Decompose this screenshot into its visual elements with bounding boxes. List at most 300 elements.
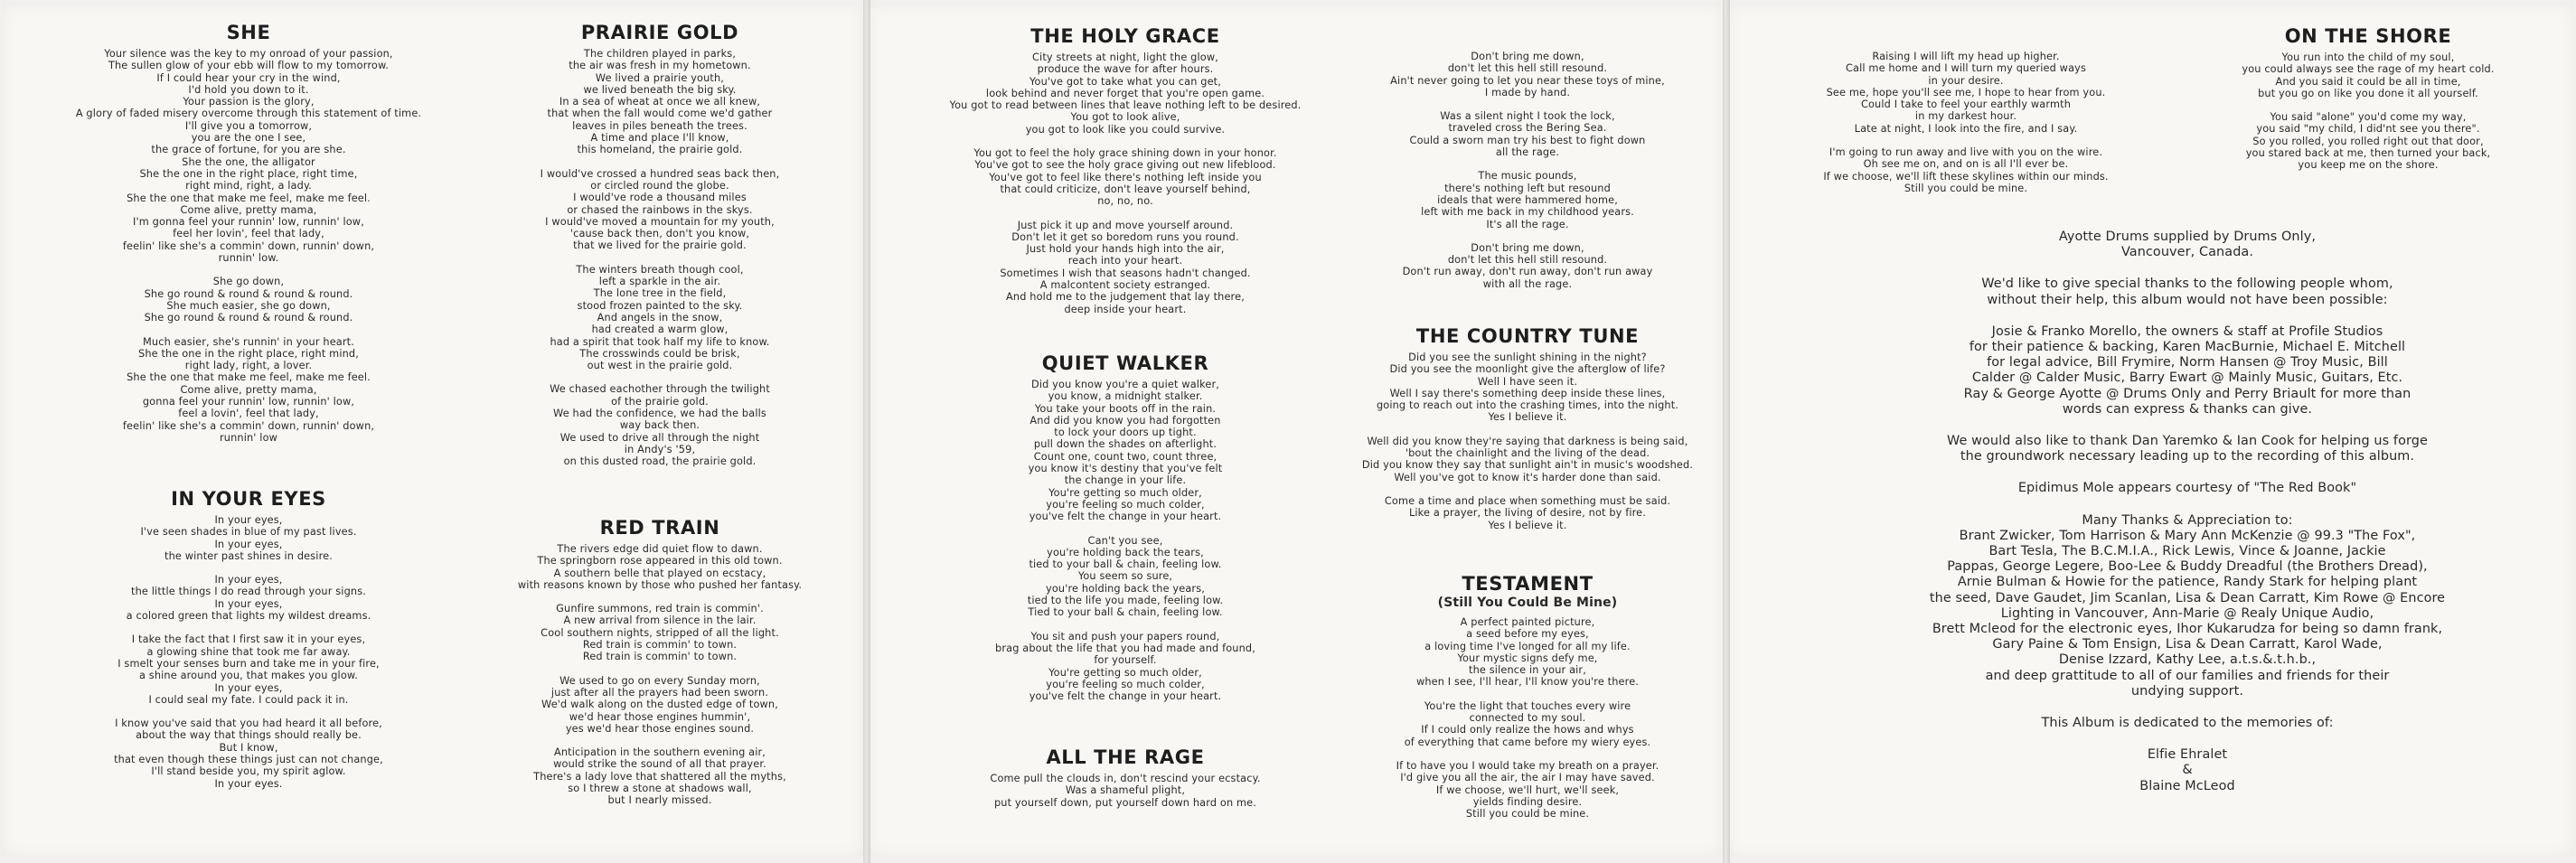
song-title: QUIET WALKER [1041,352,1209,374]
credits-line: undying support. [2130,683,2244,699]
lyric-line: the grace of fortune, for you are she. [151,144,346,156]
credits-line: This Album is dedicated to the memories of: [2041,716,2334,731]
lyric-line: feel her lovin', feel that lady, [173,228,324,240]
lyric-line: had a spirit that took half my life to know. [550,335,770,348]
lyric-line: don't let this hell still resound. [1447,254,1608,267]
lyric-line: Red train is commin' to town. [582,651,738,663]
lyric-stanza [461,168,859,252]
lyric-line: The rivers edge did quiet flow to dawn. [557,543,763,555]
lyric-line: feel a lovin', feel that lady, [178,408,319,420]
lyric-line: She go round & round & round & round. [144,287,353,300]
lyric-line: Well I say there's something deep inside these lines, [1389,387,1666,399]
lyric-line: with all the rage. [1482,277,1573,290]
lyric-line: Come alive, pretty mama, [180,203,317,216]
lyric-line: all the rage. [1495,146,1560,159]
lyric-line: but you go on like you done it all yourself. [2258,87,2478,99]
lyric-line: about the way that things should really be. [136,729,362,742]
lyric-line: Don't bring me down, [1471,241,1584,254]
lyric-line: And you said it could be all in time, [2275,75,2461,88]
lyric-line: you could always see the rage of my heart cold. [2242,63,2495,76]
lyric-line: The sullen glow of your ebb will flow to my tomorrow. [108,60,390,72]
credits-paragraph [1844,434,2531,464]
lyric-line: And hold me to the judgement that lay there, [1006,291,1245,304]
credits-line: Pappas, George Legere, Boo-Lee & Buddy Dreadful (the Brothers Dread), [1947,559,2428,575]
lyric-line: you are the one I see, [191,132,306,145]
lyric-line: You run into the child of my soul, [2281,52,2455,63]
lyric-line: to lock your doors up tight. [1054,427,1197,439]
lyric-line: gonna feel your runnin' low, runnin' low, [142,396,355,408]
lyric-line: The music pounds, [1478,170,1577,183]
song-the-country-tune [1329,325,1726,543]
lyric-line: A perfect painted picture, [1460,616,1595,628]
lyric-line: In your eyes, [214,538,283,550]
lyric-line: left with me back in my childhood years. [1421,206,1634,219]
lyric-line: a seed before my eyes, [1466,628,1589,641]
lyric-line: tied to your ball & chain, feeling low. [1029,558,1222,571]
credits-line: Epidimus Mole appears courtesy of "The Red Book" [2017,481,2357,496]
lyric-line: Could I take to feel your earthly warmth [1860,98,2072,111]
lyric-line: She the one in the right place, right time, [139,167,358,180]
lyric-line: yes we'd hear those engines sound. [565,722,755,735]
credits-line: Blaine McLeod [2139,778,2235,793]
lyric-stanza [1329,616,1726,689]
credits-line: Ayotte Drums supplied by Drums Only, [2058,230,2317,244]
lyric-line: way back then. [619,419,700,432]
lyric-line: If we choose, we'll lift these skylines within our minds. [1823,170,2109,183]
lyric-stanza [36,574,461,622]
lyric-line: Was a shameful plight, [1065,784,1186,797]
lyric-line: Your mystic signs defy me, [1457,652,1598,664]
lyric-stanza [36,336,461,445]
lyric-line: You sit and push your papers round, [1030,630,1220,643]
song-subtitle: (Still You Could Be Mine) [1437,596,1618,610]
lyric-stanza [1329,436,1726,483]
lyric-line: this homeland, the prairie gold. [577,144,743,156]
credits-line: We would also like to thank Dan Yaremko & Ian Cook for helping us forge [1947,434,2428,449]
song-title: ALL THE RAGE [1046,746,1205,768]
lyric-line: But I know, [219,741,278,754]
panel-fold [863,0,870,863]
lyric-line: Don't run away, don't run away, don't run away [1402,266,1653,278]
lyric-line: yields finding desire. [1472,795,1583,808]
lyric-line: that even though these things just can not change, [114,754,383,766]
lyric-line: but I nearly missed. [607,794,712,807]
lyric-line: Come a time and place when something must be said. [1384,494,1671,507]
lyric-line: Don't let it get so boredom runs you round. [1011,230,1239,243]
lyric-line: The winters breath though cool, [576,263,744,276]
song-the-holy-grace [904,25,1347,327]
lyric-line: A southern belle that played on ecstacy, [553,567,766,579]
lyric-line: the winter past shines in desire. [165,549,333,562]
lyric-line: you're feeling so much colder, [1046,498,1205,511]
lyric-line: that could criticize, don't leave yourself behind, [1000,183,1251,195]
lyric-line: I'd hold you down to it. [188,83,309,96]
lyric-line: that when the fall would come we'd gather [547,108,773,120]
lyric-line: ideals that were hammered home, [1437,193,1618,206]
credits-paragraph [1844,481,2531,496]
lyric-line: Much easier, she's runnin' in your heart. [143,335,354,348]
lyric-line: stood frozen painted to the sky. [577,299,743,312]
credits-line: Many Thanks & Appreciation to: [2082,512,2293,528]
lyric-line: Your silence was the key to my onroad of your passion, [104,48,393,60]
credits-line: Denise Izzard, Kathy Lee, a.t.s.&.t.h.b., [2058,652,2317,668]
lyric-line: Call me home and I will turn my queried ways [1845,62,2087,75]
lyric-line: I've seen shades in blue of my past lives. [140,526,357,539]
lyric-line: We used to drive all through the night [559,431,760,444]
credits-paragraph [1844,716,2531,731]
lyric-stanza [1772,146,2160,194]
lyric-line: you're holding back the years, [1046,582,1205,595]
song-title: IN YOUR EYES [171,488,326,510]
lyric-line: pull down the shades on afterlight. [1033,438,1217,451]
lyric-line: on this dusted road, the prairie gold. [563,455,757,468]
lyric-line: I smelt your senses burn and take me in your fire, [118,657,380,670]
song-in-your-eyes [36,488,461,802]
lyric-line: She the one that make me feel, make me feel. [127,192,371,204]
lyric-line: a shine around you, that makes you glow. [138,670,359,682]
lyric-line: The lone tree in the field, [593,287,727,300]
lyric-stanza [461,48,859,156]
lyric-stanza [904,631,1347,703]
lyric-stanza [904,220,1347,315]
lyric-line: Cool southern nights, stripped of all the light. [541,626,779,639]
lyric-line: connected to my soul. [1469,712,1586,725]
lyric-line: in Andy's '59, [624,443,696,455]
lyric-line: If I could only realize the hows and whys [1421,724,1634,736]
lyric-line: I'd give you all the air, the air I may have saved. [1400,772,1655,784]
lyric-line: And did you know you had forgotten [1029,414,1221,427]
lyric-line: Come alive, pretty mama, [180,383,317,396]
lyric-line: In your eyes, [214,514,283,526]
song-on-the-shore [2169,25,2567,183]
song-title: THE HOLY GRACE [1030,25,1220,47]
lyric-stanza [461,675,859,735]
credits-line: & [2182,763,2193,778]
lyric-line: I take the fact that I first saw it in your eyes, [131,633,366,646]
lyric-line: You're getting so much older, [1048,486,1202,499]
song-title: PRAIRIE GOLD [580,22,739,43]
lyric-line: runnin' low [219,431,278,444]
lyric-line: so I threw a stone at shadows wall, [568,783,752,795]
lyric-line: The children played in parks, [583,48,737,60]
lyric-stanza [904,379,1347,523]
credits-paragraph [1844,277,2531,307]
credits-line: Calder @ Calder Music, Barry Ewart @ Mainly Music, Guitars, Etc. [1971,371,2403,386]
lyric-line: Well you've got to know it's harder done than said. [1394,471,1661,483]
lyric-line: I'll stand beside you, my spirit aglow. [151,765,346,778]
lyric-line: Still you could be mine. [1904,182,2028,194]
lyric-line: You got to look alive, [1070,111,1180,124]
lyric-stanza [461,383,859,467]
lyric-line: If I could hear your cry in the wind, [156,71,341,84]
lyric-line: Red train is commin' to town. [582,639,738,652]
credits-line: Vancouver, Canada. [2120,245,2254,260]
lyric-stanza [1329,170,1726,230]
credits-line: Bart Tesla, The B.C.M.I.A., Rick Lewis, Vince & Joanne, Jackie [1988,544,2386,559]
credits-line: Gary Paine & Tom Ensign, Lisa & Dean Carratt, Karol Wade, [1992,637,2383,652]
credits-line: without their help, this album would not have been possible: [1987,292,2388,307]
lyric-line: had created a warm glow, [591,324,729,336]
credits-line: Brant Zwicker, Tom Harrison & Mary Ann McKenzie @ 99.3 "The Fox", [1959,528,2416,543]
lyric-line: Did you see the sunlight shining in the night? [1408,352,1647,363]
lyric-line: I'm gonna feel your runnin' low, runnin' low, [133,216,364,229]
lyric-line: in my darkest hour. [1914,110,2017,123]
lyric-line: the air was fresh in my hometown. [569,60,751,72]
lyric-line: We lived a prairie youth, [595,71,725,84]
lyric-line: Did you know you're a quiet walker, [1030,379,1220,390]
lyric-line: You've got to feel like there's nothing left inside you [989,171,1262,183]
lyric-line: Could a sworn man try his best to fight down [1409,134,1646,146]
lyric-line: a loving time I've longed for all my life. [1424,640,1631,652]
lyric-line: You've got to take what you can get, [1029,75,1221,88]
lyric-line: we lived beneath the big sky. [583,83,737,96]
lyric-line: the change in your life. [1064,474,1187,487]
lyric-line: Oh see me on, and on is all I'll ever be. [1863,158,2069,171]
lyric-line: 'bout the chainlight and the living of the dead. [1405,447,1650,460]
lyric-line: A time and place I'll know, [590,132,729,145]
lyric-line: Gunfire summons, red train is commin'. [556,603,764,615]
lyric-line: She the one, the alligator [182,155,315,168]
lyric-line: You got to read between lines that leave nothing left to be desired. [949,99,1302,112]
credits-line: for legal advice, Bill Frymire, Norm Hansen @ Troy Music, Bill [1987,355,2388,371]
lyric-line: Did you see the moonlight give the afterglow of life? [1389,363,1666,376]
lyric-line: You got to feel the holy grace shining down in your honor. [973,147,1277,160]
lyric-line: City streets at night, light the glow, [1032,52,1218,63]
lyric-stanza [461,264,859,372]
lyric-line: traveled cross the Bering Sea. [1448,122,1607,135]
lyric-line: Raising I will lift my head up higher. [1872,51,2060,62]
lyric-line: or circled round the globe. [590,179,729,192]
lyric-line: of everything that came before my wiery eyes. [1404,736,1651,748]
lyric-line: Don't bring me down, [1471,51,1584,62]
lyric-line: Just hold your hands high into the air, [1026,243,1225,256]
lyric-line: brag about the life that you had made and found, [995,642,1255,654]
lyric-line: produce the wave for after hours. [1037,63,1214,76]
lyric-line: Well I have seen it. [1477,375,1578,388]
lyric-line: I could seal my fate. I could pack it in. [148,693,349,706]
song-title: RED TRAIN [599,517,720,539]
lyric-line: Well did you know they're saying that darkness is being said, [1367,435,1688,447]
lyric-stanza [904,773,1347,809]
lyric-stanza [904,535,1347,619]
credits-line: We'd like to give special thanks to the following people whom, [1981,277,2393,292]
lyric-line: just after all the prayers had been sworn. [550,686,769,699]
lyric-line: Like a prayer, the living of desire, not by fire. [1408,507,1647,520]
credits-line: Lighting in Vancouver, Ann-Marie @ Realy Unique Audio, [2000,605,2374,621]
lyric-stanza [1329,352,1726,424]
lyric-line: Late at night, I look into the fire, and I say. [1854,122,2078,135]
song-prairie-gold [461,22,859,480]
lyric-line: I would've moved a mountain for my youth, [545,215,775,228]
lyric-line: reach into your heart. [1067,255,1183,267]
lyric-line: You've got to see the holy grace giving out new lifeblood. [974,159,1276,172]
lyric-stanza [36,276,461,324]
lyric-line: If we choose, we'll hurt, we'll seek, [1435,783,1620,796]
lyric-line: you know, a midnight stalker. [1048,390,1203,403]
credits-paragraph [1844,513,2531,699]
lyric-line: Did you know they say that sunlight ain't in music's woodshed. [1361,459,1694,472]
lyric-stanza [1329,760,1726,820]
lyric-line: We'd walk along on the dusted edge of town, [541,699,778,711]
song-testament-continued [1772,51,2160,206]
lyric-line: She the one that make me feel, make me feel. [127,371,371,384]
lyric-line: A malcontent society estranged. [1039,279,1211,292]
lyric-line: you've felt the change in your heart. [1029,690,1222,703]
lyric-line: Your passion is the glory, [183,96,315,108]
credits-line: Ray & George Ayotte @ Drums Only and Perry Briault for more than [1963,386,2411,401]
lyric-stanza [36,633,461,706]
lyric-line: In a sea of wheat at once we all knew, [559,96,761,108]
lyric-line: We used to go on every Sunday morn, [559,674,760,687]
lyric-line: You said "alone" you'd come my way, [2270,111,2467,124]
lyric-line: You're getting so much older, [1048,666,1202,679]
lyric-stanza [461,543,859,591]
lyric-line: the silence in your air, [1469,664,1586,677]
credits-line: the seed, Dave Gaudet, Jim Scanlan, Lisa & Dean Carratt, Kim Rowe @ Encore [1929,590,2446,605]
lyric-stanza [461,603,859,662]
lyric-line: you said "my child, I did'nt see you there". [2256,123,2480,136]
lyric-line: left a sparkle in the air. [598,276,721,288]
song-title: TESTAMENT [1462,573,1594,595]
lyric-line: Tied to your ball & chain, feeling low. [1028,606,1223,619]
lyric-line: The springborn rose appeared in this old town. [537,555,783,568]
lyric-line: a colored green that lights my wildest dreams. [126,610,371,623]
lyric-line: no, no, no. [1097,195,1153,208]
lyric-line: there's nothing left but resound [1444,182,1611,194]
song-red-train [461,517,859,819]
lyric-line: Count one, count two, count three, [1033,450,1217,463]
lyric-stanza [904,52,1347,136]
lyric-line: with reasons known by those who pushed her fantasy. [517,578,803,591]
lyric-line: So you rolled, you rolled right out that door, [2252,135,2484,147]
lyric-line: She go round & round & round & round. [144,312,353,324]
lyric-line: don't let this hell still resound. [1447,62,1608,75]
credits-line: for their patience & backing, Karen MacBurnie, Michael E. Mitchell [1969,340,2406,355]
lyric-line: or chased the rainbows in the skys. [567,203,753,216]
lyric-line: a glowing shine that took me far away. [146,645,351,658]
lyric-line: feelin' like she's a commin' down, runnin' down, [122,239,375,252]
lyric-line: feelin' like she's a commin' down, runnin' down, [122,419,375,432]
lyric-line: See me, hope you'll see me, I hope to hear from you. [1826,86,2106,98]
credits-line: Josie & Franko Morello, the owners & staff at Profile Studios [1991,324,2383,339]
lyric-line: In your eyes, [214,597,283,610]
lyric-line: runnin' low. [218,252,279,265]
lyric-line: You seem so sure, [1077,570,1173,583]
lyric-line: You're the light that touches every wire [1424,699,1631,712]
credits-line: Brett Mcleod for the electronic eyes, Ihor Kukarudza for being so damn frank, [1932,622,2443,637]
song-title: SHE [226,22,271,43]
credits-paragraph [1844,324,2531,417]
lyric-stanza [36,514,461,562]
lyric-line: I would've rode a thousand miles [573,192,747,204]
credits-paragraph [1844,747,2531,794]
lyric-line: In your eyes, [214,681,283,694]
lyric-line: A glory of faded misery overcome through this statement of time. [75,108,422,120]
lyric-line: She the one in the right place, right mind, [138,347,359,360]
song-testament [1329,573,1726,831]
lyric-line: The crosswinds could be brisk, [579,347,740,360]
song-title: ON THE SHORE [2284,25,2452,47]
lyric-stanza [1329,242,1726,290]
lyric-stanza [2169,52,2567,99]
lyric-line: There's a lady love that shattered all the myths, [533,770,786,783]
lyric-line: deep inside your heart. [1064,303,1187,315]
lyric-line: leaves in piles beneath the trees. [572,119,747,132]
credits-line: Arnie Bulman & Howie for the patience, Randy Stark for helping plant [1957,575,2418,590]
lyric-line: And angels in the snow, [597,311,723,324]
lyric-line: tied to the life you made, feeling low. [1027,595,1224,607]
lyric-line: I'm going to run away and live with you on the wire. [1829,146,2103,159]
lyric-line: I know you've said that you had heard it all before, [115,718,382,730]
lyric-stanza [36,48,461,264]
lyric-line: We had the confidence, we had the balls [553,408,766,420]
lyric-line: Yes I believe it. [1488,519,1567,531]
lyric-stanza [1329,495,1726,531]
lyric-stanza [1329,51,1726,98]
lyric-line: put yourself down, put yourself down hard on me. [993,796,1257,809]
lyric-stanza [461,746,859,806]
lyric-line: In your eyes, [214,574,283,586]
lyric-stanza [2169,111,2567,171]
lyric-line: Sometimes I wish that seasons hadn't changed. [1000,267,1251,279]
lyric-line: She much easier, she go down, [166,299,331,312]
lyric-line: Anticipation in the southern evening air, [553,746,766,759]
song-she [36,22,461,455]
lyric-line: you're holding back the tears, [1047,546,1204,558]
lyric-line: In your eyes. [214,777,283,790]
lyric-line: the little things I do read through your signs. [131,586,366,598]
lyric-stanza [1772,51,2160,135]
lyric-line: I'll give you a tomorrow, [184,119,313,132]
lyric-line: 'cause back then, don't you know, [569,228,750,240]
lyric-line: for yourself. [1094,654,1157,667]
lyric-line: It's all the rage. [1486,218,1569,230]
lyric-line: you know it's destiny that you've felt [1028,463,1223,475]
lyric-line: you keep me on the shore. [2298,159,2439,172]
lyric-line: out west in the prairie gold. [587,360,733,372]
lyric-line: I would've crossed a hundred seas back then, [540,167,780,180]
song-all-the-rage-continued [1329,51,1726,302]
lyric-stanza [36,718,461,790]
lyric-line: She go down, [212,276,285,288]
lyric-line: you've felt the change in your heart. [1029,511,1222,523]
lyric-stanza [904,147,1347,207]
lyric-line: when I see, I'll hear, I'll know you're there. [1415,676,1640,689]
lyric-line: You take your boots off in the rain. [1034,402,1217,415]
lyric-line: A new arrival from silence in the lair. [563,614,757,627]
lyric-line: Can't you see, [1087,534,1163,547]
credits-line: and deep grattitude to all of our families and friends for their [1985,668,2390,683]
credits-line: the groundwork necessary leading up to the recording of this album. [1960,449,2415,464]
lyric-line: right lady, right, a lover. [184,360,313,372]
lyric-line: Ain't never going to let you near these toys of mine, [1390,74,1665,87]
lyric-line: Yes I believe it. [1488,411,1567,424]
lyric-line: Was a silent night I took the lock, [1440,110,1615,123]
song-title: THE COUNTRY TUNE [1415,325,1640,347]
lyric-line: in your desire. [1928,74,2004,87]
lyric-line: we'd hear those engines hummin', [569,710,751,723]
credits-line: words can express & thanks can give. [2062,401,2313,417]
lyric-line: would strike the sound of all that prayer. [553,758,766,771]
lyric-line: I made by hand. [1484,86,1571,98]
credits-paragraph [1844,230,2531,260]
lyric-line: Still you could be mine. [1465,808,1590,821]
song-all-the-rage [904,746,1347,821]
lyric-line: you got to look like you could survive. [1025,123,1226,136]
lyric-line: that we lived for the prairie gold. [573,239,747,252]
lyric-line: of the prairie gold. [611,395,709,408]
lyric-line: Come pull the clouds in, don't rescind your ecstacy. [990,773,1261,784]
